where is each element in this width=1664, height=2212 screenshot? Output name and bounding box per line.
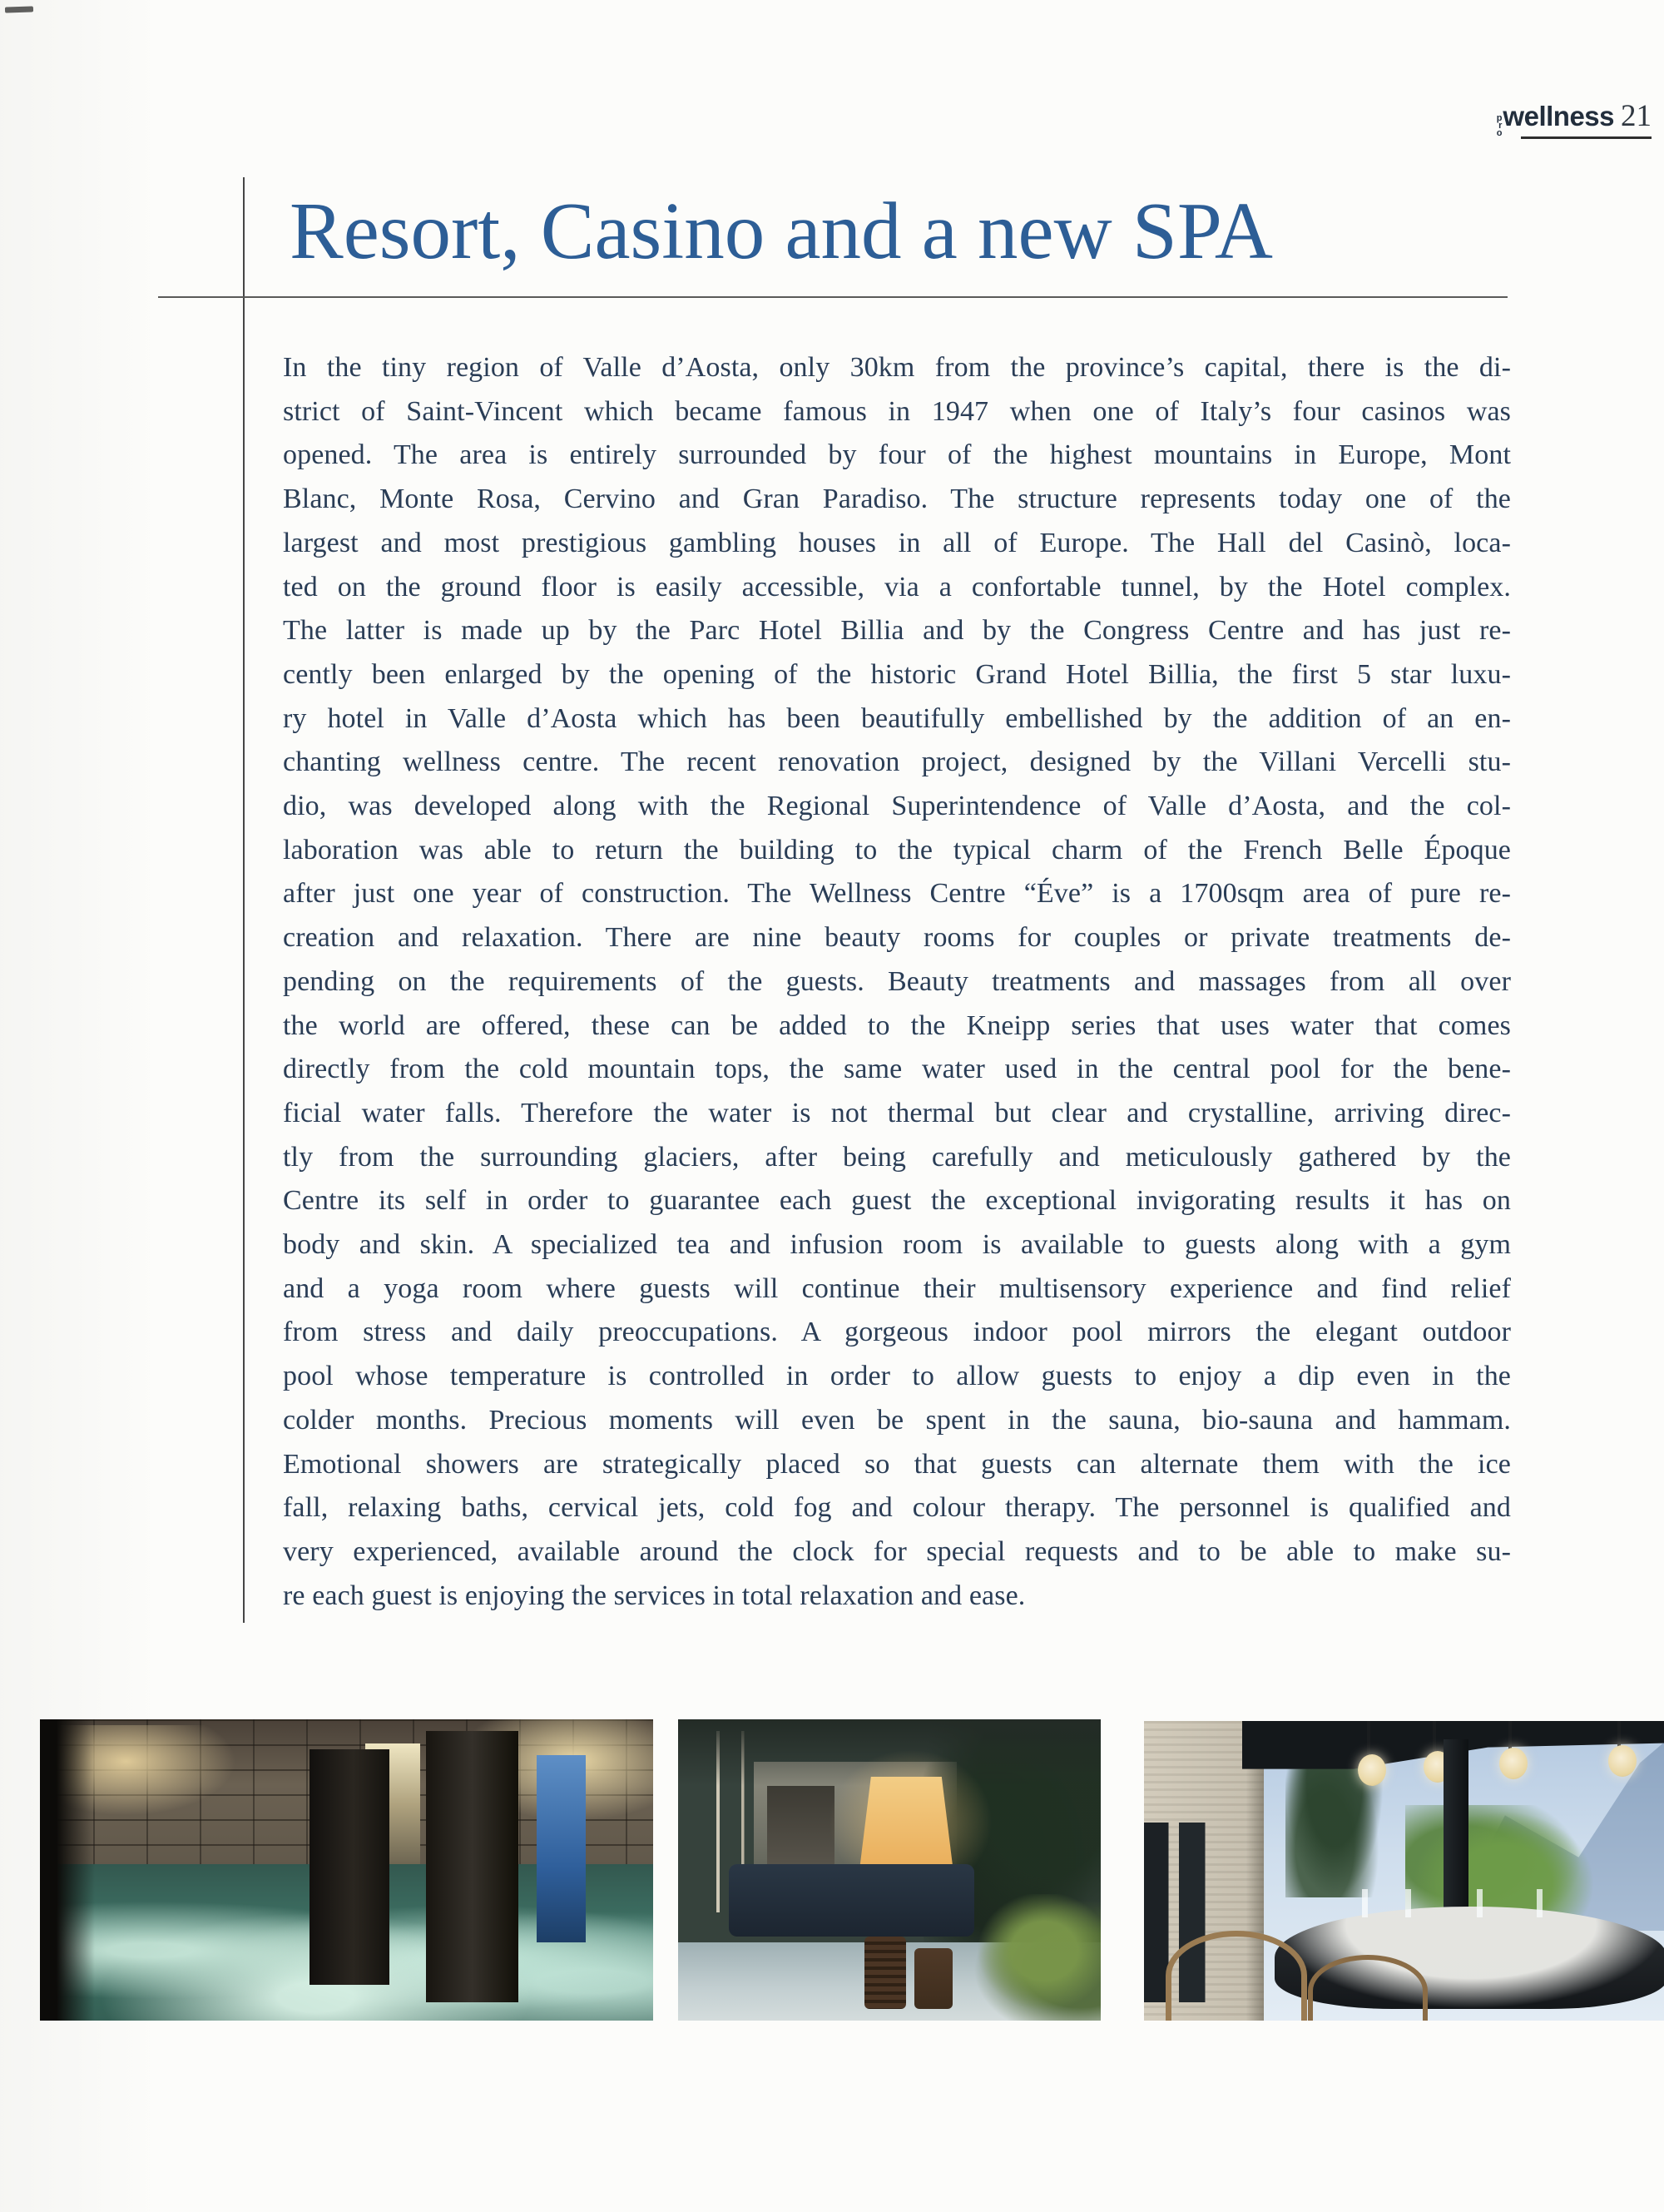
terrace-restaurant-photo	[1144, 1721, 1664, 2021]
indoor-stone-pool-photo	[40, 1719, 653, 2021]
article-text-line: pending on the requirements of the guests. Beauty treatments and massages from all over	[283, 965, 1511, 997]
lamp-bulb-graphic	[1358, 1754, 1386, 1786]
lamp-stem-graphic	[1617, 1721, 1621, 1748]
page-header	[1406, 98, 1652, 137]
article-text-line: from stress and daily preoccupations. A gorgeous indoor pool mirrors the elegant outdoor	[283, 1317, 1511, 1348]
stone-pillar-graphic	[426, 1731, 518, 2002]
scan-artifact-mark	[5, 6, 33, 12]
pendant-lamp-graphic	[1351, 1721, 1384, 1813]
magazine-prefix-letter: o	[1496, 128, 1503, 138]
pendant-lamp-graphic	[1493, 1721, 1526, 1796]
pendant-lamp-graphic	[1602, 1721, 1635, 1788]
article-text-line: laboration was able to return the building to the typical charm of the French Belle Époque	[283, 834, 1511, 865]
lamp-bulb-graphic	[1499, 1748, 1528, 1779]
article-text-line: fall, relaxing baths, cervical jets, cold fog and colour therapy. The personnel is qualified and	[283, 1492, 1511, 1524]
article-text-line: opened. The area is entirely surrounded by four of the highest mountains in Europe, Mont	[283, 439, 1511, 471]
article-text-line: cently been enlarged by the opening of the historic Grand Hotel Billia, the first 5 star luxu-	[283, 658, 1511, 690]
lamp-stem-graphic	[1367, 1721, 1370, 1758]
article-text-line: colder months. Precious moments will even be spent in the sauna, bio-sauna and hammam.	[283, 1404, 1511, 1436]
wooden-chair-graphic	[1308, 1955, 1428, 2021]
title-underline-rule	[158, 296, 1508, 298]
article-text-line: very experienced, available around the clock for special requests and to be able to make su-	[283, 1535, 1511, 1567]
wine-glass-graphic	[1477, 1889, 1483, 1917]
title-vertical-rule	[243, 177, 245, 1623]
lamp-bulb-graphic	[1608, 1745, 1637, 1777]
article-title: Resort, Casino and a new SPA	[290, 186, 1273, 275]
wooden-stool-graphic	[864, 1937, 907, 2009]
article-text-line: re each guest is enjoying the services in total relaxation and ease.	[283, 1580, 1026, 1611]
magazine-prefix-vertical-text	[1497, 115, 1503, 137]
article-text-line: chanting wellness centre. The recent renovation project, designed by the Villani Vercelli stu-	[283, 746, 1511, 778]
magazine-prefix-letter: p	[1496, 113, 1503, 123]
wooden-chair-graphic	[1166, 1931, 1307, 2021]
wine-glass-graphic	[1362, 1889, 1368, 1917]
article-text-line: Centre its self in order to guarantee each guest the exceptional invigorating results it has on	[283, 1185, 1511, 1217]
article-text-line: ficial water falls. Therefore the water is not thermal but clear and crystalline, arriving direc-	[283, 1097, 1511, 1128]
stone-pillar-graphic	[310, 1749, 389, 1984]
article-text-line: body and skin. A specialized tea and infusion room is available to guests along with a gym	[283, 1229, 1511, 1261]
article-text-line: largest and most prestigious gambling houses in all of Europe. The Hall del Casinò, loca-	[283, 527, 1511, 558]
article-body	[283, 346, 1511, 1618]
wine-glass-graphic	[1537, 1889, 1543, 1917]
article-text-line: and a yoga room where guests will continue their multisensory experience and find relief	[283, 1272, 1511, 1304]
article-text-line: strict of Saint-Vincent which became famous in 1947 when one of Italy’s four casinos was	[283, 395, 1511, 427]
article-text-line: The latter is made up by the Parc Hotel Billia and by the Congress Centre and has just re-	[283, 615, 1511, 647]
wooden-stool-graphic	[914, 1948, 953, 2008]
lounge-interior-photo	[678, 1719, 1101, 2021]
article-text-line: after just one year of construction. The Wellness Centre “Éve” is a 1700sqm area of pure re-	[283, 878, 1511, 910]
lamp-stem-graphic	[1433, 1721, 1436, 1754]
sofa-graphic	[729, 1864, 974, 1937]
article-text-line: dio, was developed along with the Regional Superintendence of Valle d’Aosta, and the col-	[283, 791, 1511, 822]
page-number: 21	[1621, 99, 1652, 133]
lamp-stem-graphic	[1508, 1721, 1512, 1751]
article-text-line: creation and relaxation. There are nine beauty rooms for couples or private treatments de-	[283, 922, 1511, 954]
potted-plant-graphic	[965, 1894, 1101, 2021]
article-text-line: In the tiny region of Valle d’Aosta, only 30km from the province’s capital, there is the di-	[283, 352, 1511, 383]
shadow-edge-graphic	[40, 1719, 95, 2021]
article-text-line: tly from the surrounding glaciers, after being carefully and meticulously gathered by the	[283, 1141, 1511, 1173]
wine-glass-graphic	[1405, 1889, 1411, 1917]
article-text-line: directly from the cold mountain tops, the same water used in the central pool for the bene-	[283, 1054, 1511, 1085]
blue-doorway-graphic	[537, 1755, 586, 1942]
article-text-line: ted on the ground floor is easily accessible, via a confortable tunnel, by the Hotel complex.	[283, 571, 1511, 603]
magazine-prefix-letter: r	[1498, 121, 1503, 131]
article-text-line: the world are offered, these can be added to the Kneipp series that uses water that comes	[283, 1009, 1511, 1041]
article-text-line: ry hotel in Valle d’Aosta which has been beautifully embellished by the addition of an en-	[283, 702, 1511, 734]
article-text-line: Emotional showers are strategically placed so that guests can alternate them with the ice	[283, 1448, 1511, 1480]
article-text-line: Blanc, Monte Rosa, Cervino and Gran Paradiso. The structure represents today one of the	[283, 484, 1511, 515]
magazine-name: wellness	[1503, 101, 1614, 131]
header-rule	[1521, 136, 1652, 139]
article-text-line: pool whose temperature is controlled in order to allow guests to enjoy a dip even in the	[283, 1361, 1511, 1392]
floor-lamp-graphic	[859, 1777, 953, 1867]
